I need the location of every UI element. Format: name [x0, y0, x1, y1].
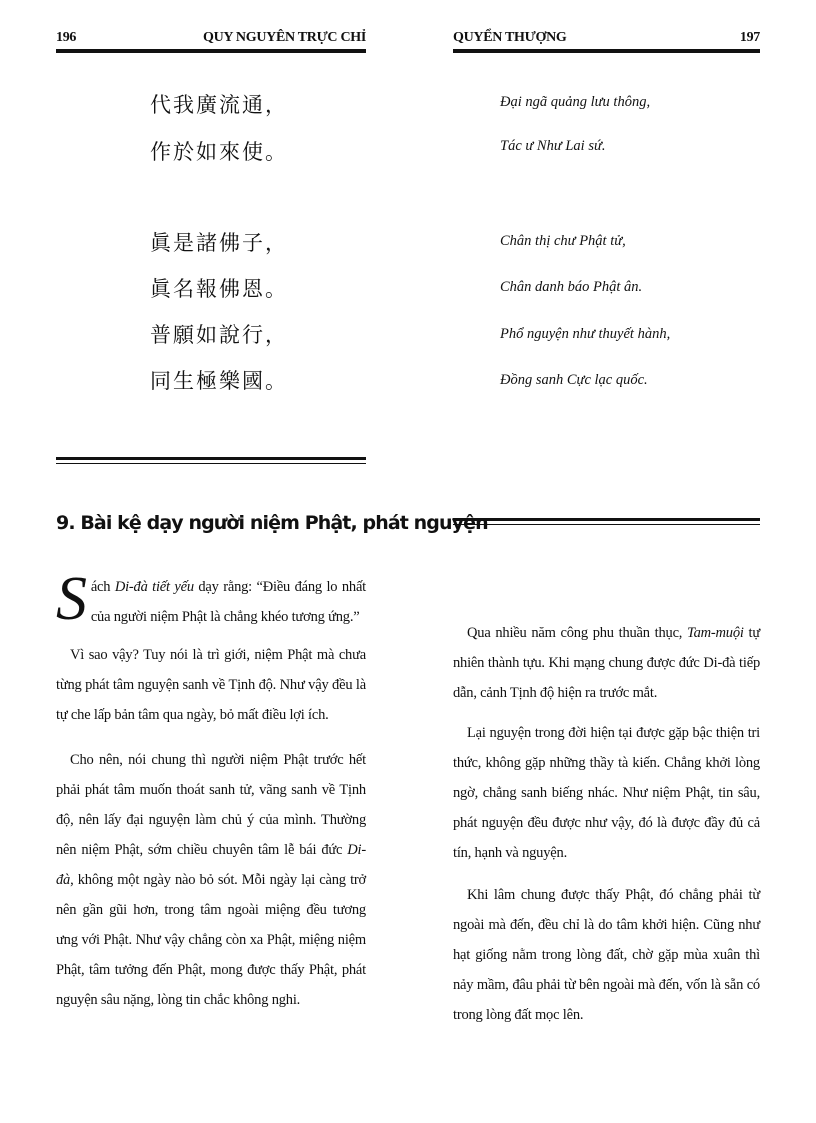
section-divider-right	[453, 518, 760, 525]
term-emphasis: Tam-muội	[687, 625, 744, 641]
paragraph-3-text-b: , không một ngày nào bỏ sót. Mỗi ngày lại càng trở nên gần gũi hơn, trong tâm ngoài miệng đều tương ưng với Phật. Như vậy chẳng còn xa Phật, miệng niệm Phật, tâm tưởng đến Phật, mong được thấy Phật, phát nguyện sâu nặng, lòng tin chắc không nghi.	[56, 872, 366, 1008]
page-header-left	[56, 24, 366, 46]
verse-cn-5: 普願如說行，	[150, 323, 288, 347]
verse-viet-2: Tác ư Như Lai sứ.	[500, 138, 606, 154]
verse-cn-2: 作於如來使。	[150, 140, 288, 164]
paragraph-1-text-a: ách	[90, 579, 115, 595]
book-title-emphasis: Di-đà tiết yếu	[114, 579, 194, 595]
paragraph-5: Lại nguyện trong đời hiện tại được gặp bậc thiện tri thức, không gặp những thầy tà kiến. Chẳng khởi lòng ngờ, chẳng sanh biếng nhác. Như niệm Phật, tin sâu, phát nguyện đều được như vậy, đó là được đầy đủ cả tín, hạnh và nguyện.	[453, 725, 760, 861]
verse-viet-4: Chân danh báo Phật ân.	[500, 279, 643, 295]
section-title: 9. Bài kệ dạy người niệm Phật, phát nguyện	[56, 512, 488, 534]
paragraph-2: Vì sao vậy? Tuy nói là trì giới, niệm Phật mà chưa từng phát tâm nguyện sanh về Tịnh độ. Như vậy đều là tự che lấp bản tâm qua ngày, bỏ mất điều lợi ích.	[56, 647, 366, 723]
verse-viet-6: Đồng sanh Cực lạc quốc.	[500, 372, 648, 388]
paragraph-1-text-b: dạy rằng: “Điều đáng lo nhất của người niệm Phật là chẳng khéo tương ứng.”	[90, 579, 367, 625]
verse-cn-3: 眞是諸佛子，	[150, 231, 288, 255]
page-number-right: 197	[739, 30, 760, 45]
paragraph-4-text-a: Qua nhiều năm công phu thuần thục,	[467, 625, 688, 641]
running-title-right: QUYỂN THƯỢNG	[453, 30, 567, 45]
paragraph-4	[453, 618, 760, 708]
verse-cn-6: 同生極樂國。	[150, 369, 288, 393]
name-emphasis: Di-đà	[56, 842, 366, 888]
drop-cap: S	[56, 565, 87, 633]
verse-cn-1: 代我廣流通，	[150, 93, 288, 117]
paragraph-3	[56, 745, 366, 1015]
paragraph-6: Khi lâm chung được thấy Phật, đó chẳng phải từ ngoài mà đến, đều chỉ là do tâm khởi hiện. Cũng như hạt giống nằm trong lòng đất, chờ gặp mùa xuân thì nảy mầm, đâu phải từ bên ngoài mà đến, vốn là sẵn có trong lòng đất mọc lên.	[453, 887, 760, 1023]
left-page	[56, 0, 488, 1123]
page-number-left: 196	[56, 30, 77, 45]
paragraph-1	[56, 565, 367, 633]
verse-viet-3: Chân thị chư Phật tử,	[500, 233, 626, 249]
running-title-left: QUY NGUYÊN TRỰC CHỈ	[203, 30, 366, 45]
verse-cn-4: 眞名報佛恩。	[150, 277, 288, 301]
verse-viet-1: Đại ngã quảng lưu thông,	[500, 94, 651, 110]
header-rule-right	[453, 49, 760, 53]
paragraph-3-text-a: Cho nên, nói chung thì người niệm Phật trước hết phải phát tâm muốn thoát sanh tử, vãng sanh về Tịnh độ, nên lấy đại nguyện làm chủ ý của mình. Thường nên niệm Phật, sớm chiều chuyên tâm lễ bái đức	[56, 752, 366, 858]
section-divider-left	[56, 457, 366, 464]
paragraph-4-text-b: tự nhiên thành tựu. Khi mạng chung được đức Di-đà tiếp dẫn, cảnh Tịnh độ hiện ra trước mắt.	[453, 625, 760, 701]
verse-viet-5: Phổ nguyện như thuyết hành,	[500, 326, 671, 342]
header-rule-left	[56, 49, 366, 53]
right-page	[453, 0, 760, 1123]
page-header-right	[453, 24, 760, 46]
